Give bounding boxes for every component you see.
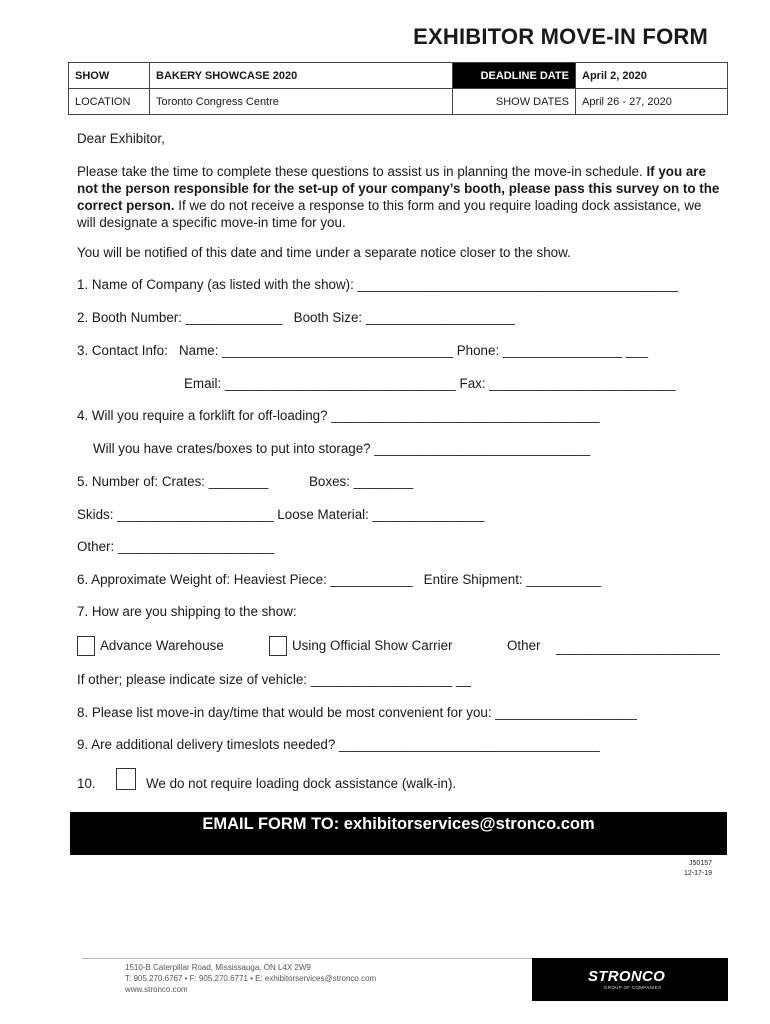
email-banner — [70, 812, 727, 855]
form-code: J50157 — [689, 860, 712, 867]
checkbox-box[interactable] — [269, 636, 287, 656]
official-carrier-checkbox[interactable] — [269, 636, 287, 661]
footer-contact: T: 905.270.6767 • F: 905.270.6771 • E: exhibitorservices@stronco.com — [125, 974, 377, 983]
booth-field[interactable]: 2. Booth Number: _____________ Booth Size: ____________________ — [77, 310, 515, 325]
skids-field[interactable]: Skids: _____________________ Loose Material: _______________ — [77, 507, 485, 522]
checkbox-box[interactable] — [116, 768, 136, 790]
other-field[interactable]: Other: _____________________ — [77, 539, 275, 554]
show-value: BAKERY SHOWCASE 2020 — [150, 63, 453, 89]
logo-subtext: GROUP OF COMPANIES — [604, 985, 662, 990]
q10-number: 10. — [77, 776, 96, 791]
move-in-time-field[interactable]: 8. Please list move-in day/time that would be most convenient for you: ___________________ — [77, 705, 637, 720]
intro-text-bold: If you are not the person responsible for the set-up of your company’s booth, please pass this survey on to the correct person. — [77, 164, 720, 213]
other-shipping-field[interactable]: ______________________ — [556, 640, 720, 655]
logo-text: STRONCO — [588, 968, 666, 985]
contact-name-phone-field[interactable]: 3. Contact Info: Name: _______________________________ Phone: ________________ ___ — [77, 343, 649, 358]
footer-address: 1510-B Caterpillar Road, Mississauga, ON L4X 2W9 — [125, 963, 311, 972]
boxes-field[interactable]: Boxes: ________ — [309, 474, 414, 489]
location-label: LOCATION — [69, 89, 150, 115]
checkbox-box[interactable] — [77, 636, 95, 656]
crates-field[interactable]: 5. Number of: Crates: ________ — [77, 474, 269, 489]
walk-in-checkbox[interactable] — [116, 768, 136, 795]
company-name-field[interactable]: 1. Name of Company (as listed with the show): ___________________________________________ — [77, 277, 678, 292]
show-dates-value: April 26 - 27, 2020 — [576, 89, 728, 115]
vehicle-size-field[interactable]: If other; please indicate size of vehicle: ___________________ __ — [77, 672, 471, 687]
show-info-table — [68, 62, 728, 115]
storage-field[interactable]: Will you have crates/boxes to put into storage? _____________________________ — [93, 441, 591, 456]
email-fax-field[interactable]: Email: _______________________________ Fax: _________________________ — [184, 376, 676, 391]
location-value: Toronto Congress Centre — [150, 89, 453, 115]
email-banner-text: EMAIL FORM TO: exhibitorservices@stronco.com — [202, 815, 595, 833]
footer-website: www.stronco.com — [125, 985, 188, 994]
intro-text-end: If we do not receive a response to this form and you require loading dock assistance, we will designate a specific move-in time for you. — [77, 198, 702, 230]
other-shipping-label: Other — [507, 638, 541, 653]
deadline-value: April 2, 2020 — [576, 63, 728, 89]
show-dates-label: SHOW DATES — [453, 89, 576, 115]
walk-in-label: We do not require loading dock assistance (walk-in). — [146, 776, 457, 791]
intro-paragraph — [77, 163, 722, 231]
show-label: SHOW — [69, 63, 150, 89]
deadline-label: DEADLINE DATE — [453, 63, 576, 89]
notice-paragraph: You will be notified of this date and time under a separate notice closer to the show. — [77, 245, 571, 260]
advance-warehouse-checkbox[interactable] — [77, 636, 95, 661]
shipping-question: 7. How are you shipping to the show: — [77, 604, 297, 619]
greeting: Dear Exhibitor, — [77, 131, 165, 146]
forklift-field[interactable]: 4. Will you require a forklift for off-loading? ____________________________________ — [77, 408, 600, 423]
stronco-logo — [532, 958, 728, 1001]
form-revision-date: 12-17-19 — [683, 870, 712, 877]
weight-field[interactable]: 6. Approximate Weight of: Heaviest Piece: ___________ Entire Shipment: __________ — [77, 572, 601, 587]
footer-address-block — [125, 962, 376, 995]
delivery-timeslots-field[interactable]: 9. Are additional delivery timeslots needed? ___________________________________ — [77, 737, 600, 752]
form-title: EXHIBITOR MOVE-IN FORM — [413, 24, 708, 49]
intro-text-start: Please take the time to complete these questions to assist us in planning the move-in schedule. — [77, 164, 647, 179]
advance-warehouse-label: Advance Warehouse — [100, 638, 224, 653]
footer-divider — [82, 958, 532, 959]
official-carrier-label: Using Official Show Carrier — [292, 638, 453, 653]
